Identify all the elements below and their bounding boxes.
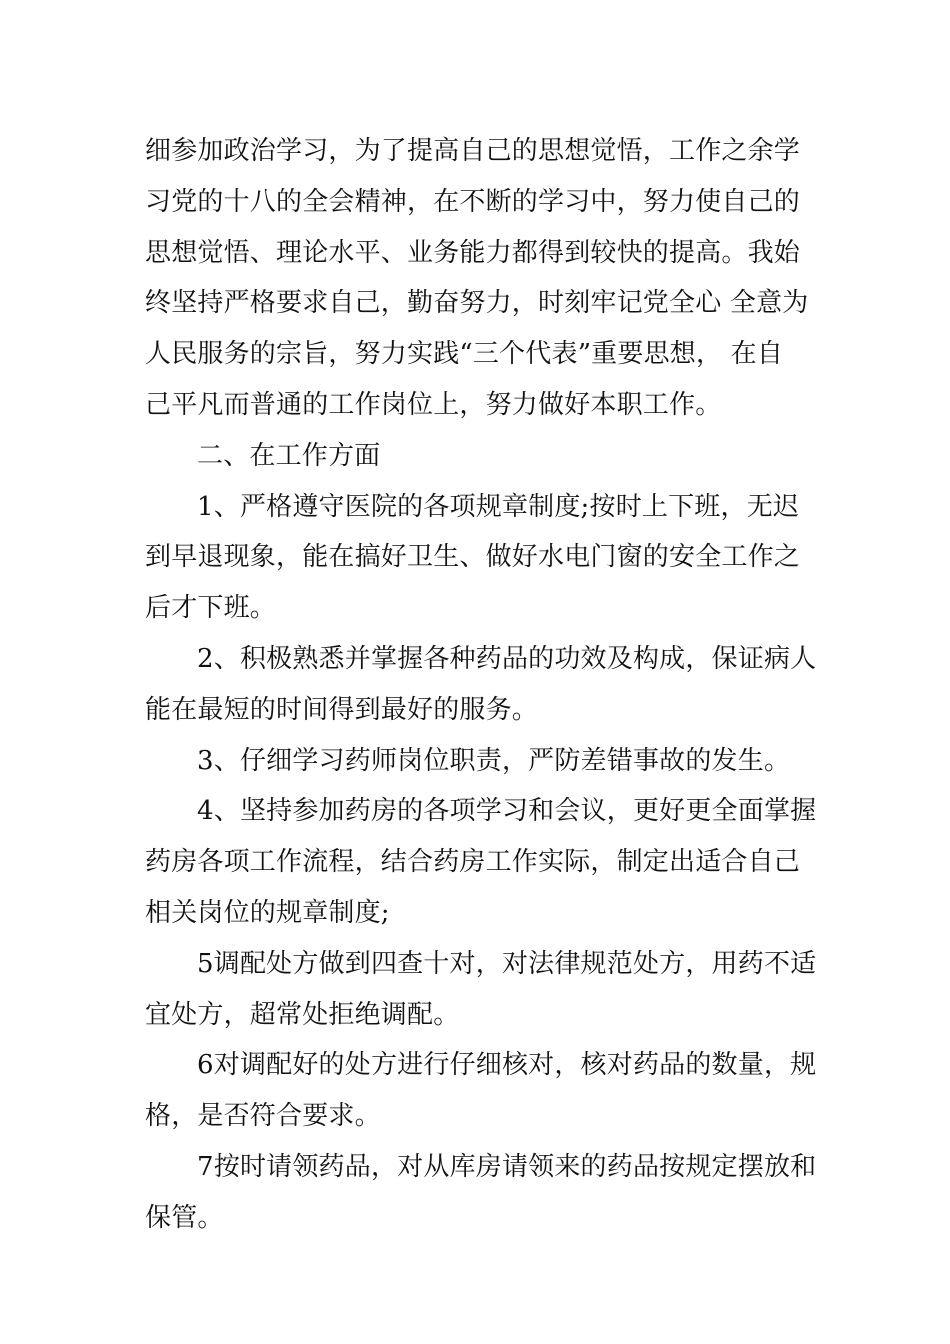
- text-line: 习党的十八的全会精神，在不断的学习中，努力使自己的: [145, 186, 801, 217]
- text-line: 相关岗位的规章制度;: [145, 897, 390, 928]
- text-line: 4、坚持参加药房的各项学习和会议，更好更全面掌握: [197, 796, 817, 827]
- text-line: 到早退现象，能在搞好卫生、做好水电门窗的安全工作之: [145, 542, 801, 573]
- text-line: 2、积极熟悉并掌握各种药品的功效及构成，保证病人: [197, 643, 817, 674]
- text-line: 5调配处方做到四查十对，对法律规范处方，用药不适: [197, 948, 817, 979]
- text-line: 7按时请领药品，对从库房请领来的药品按规定摆放和: [197, 1151, 817, 1182]
- text-line: 药房各项工作流程，结合药房工作实际，制定出适合自己: [145, 847, 801, 878]
- paragraph-item-1: [145, 482, 810, 634]
- paragraph-political-study: [145, 126, 810, 431]
- paragraph-item-4: [145, 786, 817, 938]
- text-line: 格，是否符合要求。: [145, 1101, 381, 1132]
- text-line: 细参加政治学习，为了提高自己的思想觉悟，工作之余学: [145, 136, 801, 166]
- text-line: 能在最短的时间得到最好的服务。: [145, 694, 539, 725]
- text-line: 后才下班。: [145, 593, 277, 624]
- paragraph-item-5: [145, 939, 817, 1041]
- text-line: 思想觉悟、理论水平、业务能力都得到较快的提高。我始: [145, 237, 801, 268]
- paragraph-item-6: [145, 1040, 817, 1142]
- text-line: 1、严格遵守医院的各项规章制度;按时上下班，无迟: [197, 491, 800, 522]
- section-heading: 二、在工作方面: [197, 440, 381, 471]
- text-line: 6对调配好的处方进行仔细核对，核对药品的数量，规: [197, 1050, 817, 1081]
- paragraph-item-7: [145, 1142, 817, 1244]
- document-body: [145, 126, 817, 1244]
- section-heading-work: [145, 431, 810, 482]
- paragraph-item-2: [145, 634, 817, 736]
- text-line: 宜处方，超常处拒绝调配。: [145, 999, 460, 1030]
- text-line: 保管。: [145, 1202, 224, 1233]
- text-line: 3、仔细学习药师岗位职责，严防差错事故的发生。: [197, 745, 791, 776]
- text-line: 人民服务的宗旨，努力实践“三个代表”重要思想， 在自: [145, 339, 784, 370]
- text-line: 终坚持严格要求自己，勤奋努力，时刻牢记党全心 全意为: [145, 288, 809, 319]
- paragraph-item-3: [145, 736, 810, 787]
- text-line: 己平凡而普通的工作岗位上，努力做好本职工作。: [145, 389, 722, 420]
